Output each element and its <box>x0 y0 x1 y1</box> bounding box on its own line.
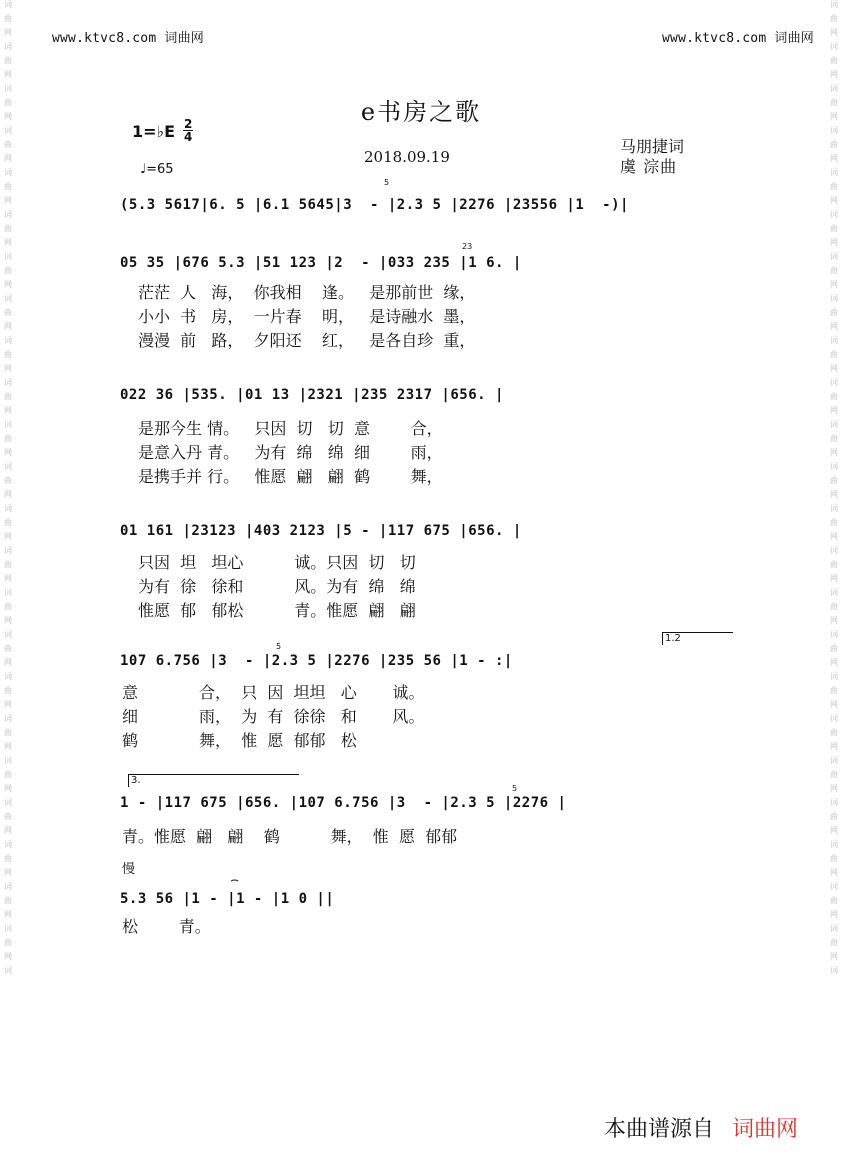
watermark-glyph: 曲 <box>4 938 12 947</box>
song-title: e书房之歌 <box>360 98 482 126</box>
watermark-glyph: 词 <box>4 378 12 387</box>
watermark-glyph: 曲 <box>4 392 12 401</box>
watermark-glyph: 词 <box>4 798 12 807</box>
score-row-5-lyric-1: 意 合， 只 因 坦坦 心 诚。 <box>122 683 425 702</box>
watermark-glyph: 词 <box>830 924 838 933</box>
watermark-glyph: 词 <box>4 168 12 177</box>
score-row-2-lyric-2: 小小 书 房， 一片春 明， 是诗融水 墨， <box>138 307 476 326</box>
watermark-glyph: 词 <box>830 756 838 765</box>
watermark-glyph: 词 <box>4 588 12 597</box>
grace-note-row2: 23 <box>462 242 473 251</box>
watermark-glyph: 词 <box>830 126 838 135</box>
watermark-glyph: 曲 <box>4 350 12 359</box>
grace-note-row6: 5 <box>512 784 518 793</box>
watermark-glyph: 网 <box>830 616 838 625</box>
watermark-glyph: 词 <box>830 84 838 93</box>
watermark-glyph: 曲 <box>4 434 12 443</box>
watermark-glyph: 网 <box>4 952 12 961</box>
watermark-glyph: 曲 <box>4 602 12 611</box>
watermark-glyph: 曲 <box>830 728 838 737</box>
score-row-3-lyric-2: 是意入丹 青。 为有 绵 绵 细 雨， <box>138 443 443 462</box>
watermark-glyph: 网 <box>830 532 838 541</box>
score-row-5-lyric-2: 细 雨， 为 有 徐徐 和 风。 <box>122 707 425 726</box>
score-row-2-lyric-3: 漫漫 前 路， 夕阳还 红， 是各自珍 重， <box>138 331 476 350</box>
watermark-glyph: 网 <box>830 364 838 373</box>
watermark-glyph: 词 <box>830 840 838 849</box>
watermark-glyph: 网 <box>4 448 12 457</box>
composer-credit: 虞 淙曲 <box>620 157 678 176</box>
watermark-glyph: 词 <box>4 210 12 219</box>
watermark-glyph: 网 <box>830 574 838 583</box>
score-row-4-lyric-3: 惟愿 郁 郁松 青。惟愿 翩 翩 <box>138 601 416 620</box>
watermark-glyph: 词 <box>830 546 838 555</box>
tempo-marking: ♩=65 <box>140 162 174 177</box>
watermark-glyph: 曲 <box>830 98 838 107</box>
watermark-glyph: 词 <box>830 798 838 807</box>
lyricist-credit: 马朋捷词 <box>620 137 685 156</box>
watermark-glyph: 词 <box>4 714 12 723</box>
watermark-glyph: 词 <box>830 168 838 177</box>
watermark-glyph: 网 <box>4 616 12 625</box>
watermark-glyph: 词 <box>830 420 838 429</box>
footer-source <box>604 1112 798 1143</box>
watermark-glyph: 网 <box>830 700 838 709</box>
watermark-glyph: 曲 <box>830 182 838 191</box>
watermark-glyph: 网 <box>830 238 838 247</box>
watermark-glyph: 曲 <box>830 644 838 653</box>
watermark-glyph: 网 <box>830 154 838 163</box>
site-link-left[interactable]: www.ktvc8.com 词曲网 <box>52 31 204 46</box>
watermark-glyph: 词 <box>4 126 12 135</box>
score-row-7-lyric-1: 松 青。 <box>122 917 211 936</box>
score-row-4-lyric-1: 只因 坦 坦心 诚。只因 切 切 <box>138 553 416 572</box>
watermark-glyph: 词 <box>830 378 838 387</box>
score-row-4-lyric-2: 为有 徐 徐和 风。为有 绵 绵 <box>138 577 416 596</box>
score-row-7-notes: 5.3 56 |1 - |1 - |1 0 || <box>120 891 335 907</box>
watermark-glyph: 曲 <box>830 434 838 443</box>
watermark-glyph: 词 <box>830 672 838 681</box>
watermark-glyph: 网 <box>830 280 838 289</box>
watermark-glyph: 网 <box>830 742 838 751</box>
score-row-4-notes: 01 161 |23123 |403 2123 |5 - |117 675 |656. | <box>120 523 522 539</box>
watermark-glyph: 网 <box>4 28 12 37</box>
watermark-glyph: 网 <box>830 826 838 835</box>
score-row-2-lyric-1: 茫茫 人 海， 你我相 逢。 是那前世 缘， <box>138 283 476 302</box>
watermark-glyph: 词 <box>830 588 838 597</box>
watermark-glyph: 网 <box>4 70 12 79</box>
watermark-glyph: 词 <box>830 336 838 345</box>
watermark-glyph: 曲 <box>830 266 838 275</box>
grace-note-row1: 5 <box>384 178 390 187</box>
score-row-3-lyric-3: 是携手并 行。 惟愿 翩 翩 鹤 舞， <box>138 467 443 486</box>
watermark-glyph: 曲 <box>830 224 838 233</box>
fermata-mark: ⌢ <box>230 872 240 888</box>
score-row-6-lyric-1: 青。惟愿 翩 翩 鹤 舞， 惟 愿 郁郁 <box>122 827 458 846</box>
watermark-glyph: 曲 <box>4 98 12 107</box>
watermark-glyph: 词 <box>4 840 12 849</box>
watermark-glyph: 曲 <box>4 728 12 737</box>
watermark-glyph: 网 <box>4 196 12 205</box>
watermark-glyph: 曲 <box>4 686 12 695</box>
watermark-glyph: 词 <box>4 630 12 639</box>
watermark-glyph: 词 <box>4 462 12 471</box>
watermark-glyph: 词 <box>830 42 838 51</box>
watermark-glyph: 曲 <box>4 812 12 821</box>
watermark-glyph: 网 <box>830 910 838 919</box>
watermark-glyph: 词 <box>4 420 12 429</box>
watermark-glyph: 曲 <box>4 182 12 191</box>
watermark-glyph: 网 <box>4 322 12 331</box>
watermark-glyph: 曲 <box>4 224 12 233</box>
watermark-glyph: 网 <box>4 910 12 919</box>
watermark-glyph: 词 <box>4 252 12 261</box>
watermark-glyph: 网 <box>4 574 12 583</box>
watermark-glyph: 曲 <box>4 140 12 149</box>
watermark-glyph: 网 <box>4 826 12 835</box>
watermark-glyph: 网 <box>4 658 12 667</box>
watermark-glyph: 词 <box>830 210 838 219</box>
watermark-glyph: 词 <box>4 0 12 9</box>
volta-first-ending: 1.2 <box>662 632 733 645</box>
watermark-glyph: 网 <box>4 868 12 877</box>
watermark-glyph: 词 <box>830 252 838 261</box>
watermark-glyph: 词 <box>4 84 12 93</box>
score-row-1-notes: (5.3 5617|6. 5 |6.1 5645|3 - |2.3 5 |2276 |23556 |1 -)| <box>120 197 629 213</box>
watermark-glyph: 曲 <box>830 770 838 779</box>
watermark-glyph: 词 <box>830 966 838 975</box>
watermark-glyph: 曲 <box>830 308 838 317</box>
watermark-glyph: 词 <box>830 882 838 891</box>
watermark-glyph: 曲 <box>830 56 838 65</box>
watermark-glyph: 曲 <box>830 812 838 821</box>
watermark-glyph: 网 <box>830 490 838 499</box>
watermark-glyph: 网 <box>830 28 838 37</box>
footer-brand-link[interactable]: 词曲网 <box>731 1117 798 1142</box>
score-row-3-notes: 022 36 |535. |01 13 |2321 |235 2317 |656. | <box>120 387 504 403</box>
watermark-glyph: 曲 <box>4 308 12 317</box>
score-row-5-notes: 107 6.756 |3 - |2.3 5 |2276 |235 56 |1 - :| <box>120 653 513 669</box>
watermark-glyph: 词 <box>4 882 12 891</box>
watermark-glyph: 词 <box>4 294 12 303</box>
watermark-glyph: 网 <box>830 322 838 331</box>
watermark-glyph: 曲 <box>830 560 838 569</box>
watermark-glyph: 网 <box>4 154 12 163</box>
watermark-glyph: 网 <box>830 196 838 205</box>
watermark-glyph: 曲 <box>4 560 12 569</box>
watermark-glyph: 曲 <box>830 392 838 401</box>
watermark-glyph: 曲 <box>4 644 12 653</box>
watermark-glyph: 网 <box>4 784 12 793</box>
watermark-glyph: 曲 <box>4 518 12 527</box>
watermark-glyph: 网 <box>4 532 12 541</box>
watermark-glyph: 词 <box>830 630 838 639</box>
watermark-glyph: 曲 <box>4 854 12 863</box>
watermark-glyph: 词 <box>4 672 12 681</box>
watermark-glyph: 词 <box>830 294 838 303</box>
watermark-glyph: 网 <box>4 238 12 247</box>
watermark-glyph: 词 <box>4 336 12 345</box>
watermark-glyph: 词 <box>830 462 838 471</box>
watermark-glyph: 曲 <box>830 14 838 23</box>
watermark-glyph: 曲 <box>830 602 838 611</box>
watermark-glyph: 词 <box>4 966 12 975</box>
watermark-glyph: 网 <box>4 742 12 751</box>
site-link-right[interactable]: www.ktvc8.com 词曲网 <box>662 31 814 46</box>
watermark-glyph: 曲 <box>830 938 838 947</box>
watermark-glyph: 词 <box>4 546 12 555</box>
watermark-glyph: 网 <box>4 406 12 415</box>
watermark-glyph: 曲 <box>830 854 838 863</box>
grace-note-row5: 5 <box>276 642 282 651</box>
watermark-glyph: 曲 <box>4 476 12 485</box>
watermark-glyph: 曲 <box>830 518 838 527</box>
watermark-glyph: 网 <box>830 784 838 793</box>
compose-date: 2018.09.19 <box>364 148 450 166</box>
score-row-2-notes: 05 35 |676 5.3 |51 123 |2 - |033 235 |1 6. | <box>120 255 522 271</box>
watermark-glyph: 词 <box>4 924 12 933</box>
watermark-glyph: 网 <box>830 70 838 79</box>
watermark-glyph: 网 <box>4 112 12 121</box>
volta-second-ending: 3. <box>128 774 299 787</box>
watermark-glyph: 词 <box>830 504 838 513</box>
watermark-glyph: 网 <box>830 658 838 667</box>
slow-marking: 慢 <box>122 862 136 877</box>
watermark-glyph: 词 <box>4 504 12 513</box>
score-row-5-lyric-3: 鹤 舞， 惟 愿 郁郁 松 <box>122 731 357 750</box>
watermark-glyph: 曲 <box>4 266 12 275</box>
watermark-glyph: 词 <box>830 714 838 723</box>
watermark-glyph: 网 <box>830 406 838 415</box>
watermark-glyph: 网 <box>4 700 12 709</box>
watermark-glyph: 网 <box>830 112 838 121</box>
watermark-glyph: 网 <box>830 952 838 961</box>
watermark-glyph: 网 <box>830 868 838 877</box>
watermark-glyph: 网 <box>4 364 12 373</box>
watermark-glyph: 词 <box>830 0 838 9</box>
watermark-glyph: 曲 <box>4 896 12 905</box>
watermark-glyph: 网 <box>4 490 12 499</box>
watermark-glyph: 曲 <box>4 14 12 23</box>
right-watermark <box>828 0 840 1171</box>
left-watermark <box>2 0 14 1171</box>
watermark-glyph: 曲 <box>4 770 12 779</box>
watermark-glyph: 词 <box>4 756 12 765</box>
watermark-glyph: 网 <box>830 448 838 457</box>
watermark-glyph: 曲 <box>830 896 838 905</box>
watermark-glyph: 曲 <box>4 56 12 65</box>
time-signature: 2 4 <box>184 117 193 144</box>
watermark-glyph: 网 <box>4 280 12 289</box>
watermark-glyph: 曲 <box>830 476 838 485</box>
score-row-6-notes: 1 - |117 675 |656. |107 6.756 |3 - |2.3 5 |2276 | <box>120 795 567 811</box>
watermark-glyph: 曲 <box>830 686 838 695</box>
footer-prefix: 本曲谱源自 <box>603 1117 714 1142</box>
score-row-3-lyric-1: 是那今生 情。 只因 切 切 意 合， <box>138 419 443 438</box>
watermark-glyph: 曲 <box>830 350 838 359</box>
watermark-glyph: 曲 <box>830 140 838 149</box>
watermark-glyph: 词 <box>4 42 12 51</box>
key-signature: 1=♭E <box>132 122 176 141</box>
